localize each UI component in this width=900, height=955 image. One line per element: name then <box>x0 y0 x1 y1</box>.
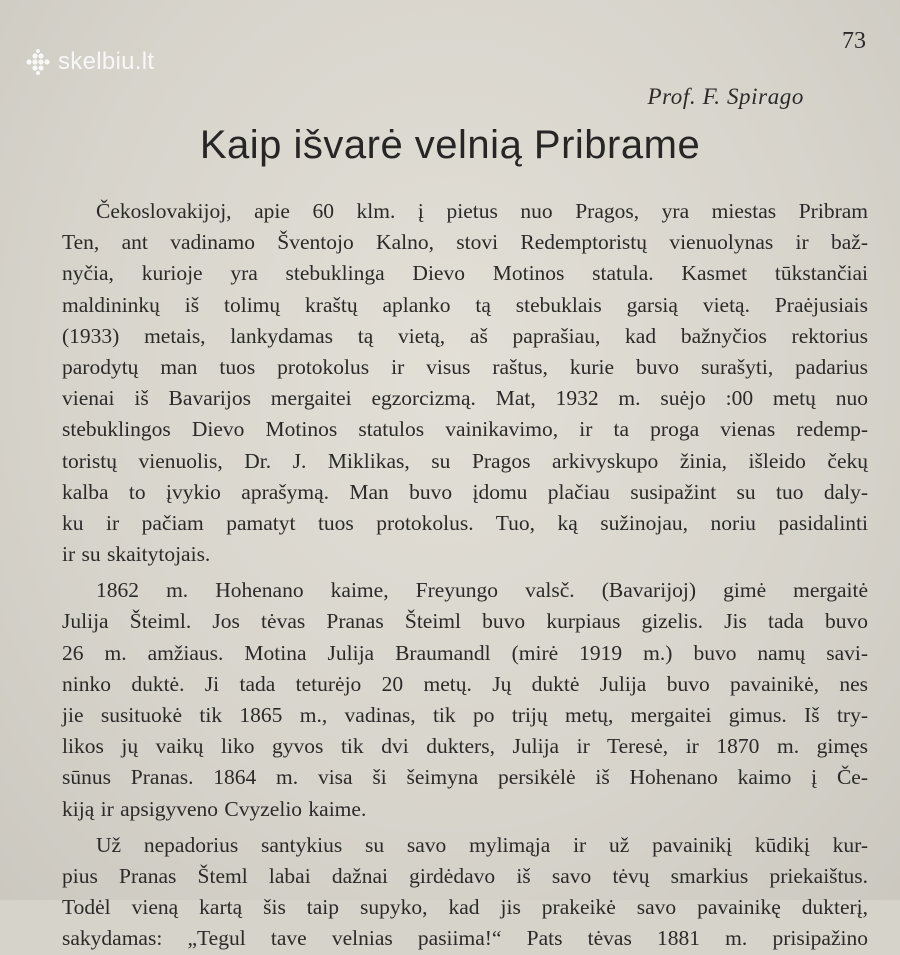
watermark <box>24 48 154 76</box>
text-line: ku ir pačiam pamatyt tuos protokolus. Tuo, ką sužinojau, noriu pasidalinti <box>62 510 868 535</box>
text-line: Čekoslovakijoj, apie 60 klm. į pietus nuo Pragos, yra miestas Pribram <box>96 199 868 223</box>
text-line: vienai iš Bavarijos mergaitei egzorcizmą. Mat, 1932 m. suėjo :00 metų nuo <box>62 386 868 411</box>
author-byline: Prof. F. Spirago <box>647 84 804 109</box>
text-line: nyčia, kurioje yra stebuklinga Dievo Motinos statula. Kasmet tūkstančiai <box>62 261 868 286</box>
text-line: Todėl vieną kartą šis taip supyko, kad jis prakeikė savo pavainikę dukterį, <box>62 895 868 920</box>
article-body <box>62 196 868 955</box>
text-line: 26 m. amžiaus. Motina Julija Braumandl (mirė 1919 m.) buvo namų savi- <box>62 640 868 665</box>
text-line: sakydamas: „Tegul tave velnias pasiima!“ Pats tėvas 1881 m. prisipažino <box>62 926 868 951</box>
text-line: kalba to įvykio aprašymą. Man buvo įdomu plačiau susipažint su tuo daly- <box>62 479 868 504</box>
paragraph-3 <box>62 830 868 955</box>
page-number: 73 <box>842 28 866 54</box>
text-line: pius Pranas Šteml labai dažnai girdėdavo iš savo tėvų smarkius priekaištus. <box>62 863 868 888</box>
text-line: (1933) metais, lankydamas tą vietą, aš paprašiau, kad bažnyčios rektorius <box>62 323 868 348</box>
dots-logo-icon <box>24 48 52 76</box>
text-line: kiją ir apsigyveno Cvyzelio kaime. <box>62 796 367 821</box>
text-line: 1862 m. Hohenano kaime, Freyungo valsč. (Bavarijoj) gimė mergaitė <box>96 578 868 603</box>
text-line: sūnus Pranas. 1864 m. visa ši šeimyna persikėlė iš Hohenano kaimo į Če- <box>62 765 868 790</box>
text-line: likos jų vaikų liko gyvos tik dvi dukters, Julija ir Teresė, ir 1870 m. gimęs <box>62 734 868 759</box>
text-line: parodytų man tuos protokolus ir visus raštus, kurie buvo surašyti, padarius <box>62 354 868 379</box>
text-line: Ten, ant vadinamo Šventojo Kalno, stovi Redemptoristų vienuolynas ir baž- <box>62 230 868 255</box>
text-line: ninko duktė. Ji tada teturėjo 20 metų. Jų duktė Julija buvo pavainikė, nes <box>62 671 868 696</box>
watermark-text: skelbiu.lt <box>58 48 155 75</box>
text-line: Julija Šteiml. Jos tėvas Pranas Šteiml buvo kurpiaus gizelis. Jis tada buvo <box>62 609 868 634</box>
article-title: Kaip išvarė velnią Pribrame <box>199 123 701 167</box>
paragraph-2 <box>62 575 868 825</box>
paragraph-1 <box>62 196 868 570</box>
text-line: ir su skaitytojais. <box>62 542 211 567</box>
text-line: stebuklingos Dievo Motinos statulos vainikavimo, ir ta proga vienas redemp- <box>62 417 868 442</box>
text-line: maldininkų iš tolimų kraštų aplanko tą stebuklais garsią vietą. Praėjusiais <box>62 292 868 317</box>
text-line: jie susituokė tik 1865 m., vadinas, tik po trijų metų, mergaitei gimus. Iš try- <box>62 703 868 727</box>
text-line: Už nepadorius santykius su savo mylimąja ir už pavainikį kūdikį kur- <box>96 832 868 857</box>
text-line: toristų vienuolis, Dr. J. Miklikas, su Pragos arkivyskupo žinia, išleido čekų <box>62 448 868 473</box>
